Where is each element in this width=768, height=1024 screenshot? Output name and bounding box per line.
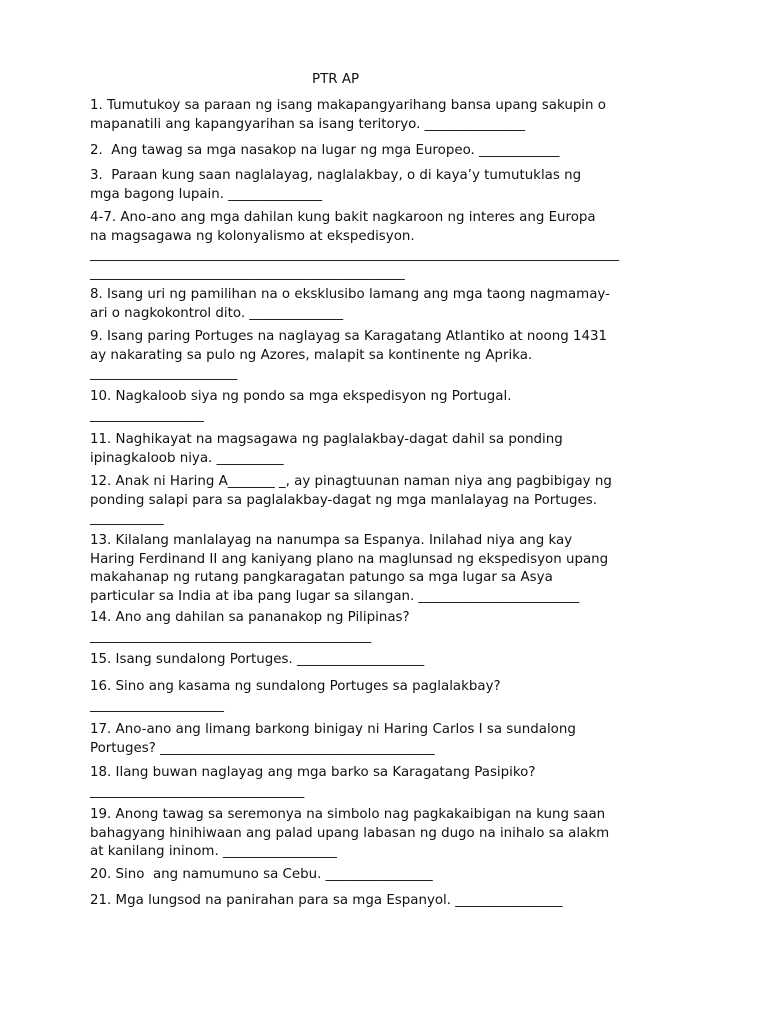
- question-18: 18. Ilang buwan naglayag ang mga barko sa Karagatang Pasipiko? ________________________________: [90, 765, 536, 799]
- question-14: 14. Ano ang dahilan sa pananakop ng Pilipinas? __________________________________________: [90, 610, 410, 644]
- question-16: 16. Sino ang kasama ng sundalong Portuges sa paglalakbay? ____________________: [90, 679, 501, 713]
- question-19: 19. Anong tawag sa seremonya na simbolo nag pagkakaibigan na kung saan bahagyang hinihiwaan ang palad upang labasan ng dugo na inihalo sa alakm at kanilang ininom. _________________: [90, 807, 610, 859]
- page-title: PTR AP: [312, 72, 360, 87]
- question-12: 12. Anak ni Haring A_______ _, ay pinagtuunan naman niya ang pagbibigay ng ponding salapi para sa paglalakbay-dagat ng mga manlalayag na Portuges. ___________: [90, 474, 612, 526]
- question-21: 21. Mga lungsod na panirahan para sa mga Espanyol. ________________: [90, 893, 563, 908]
- question-20: 20. Sino ang namumuno sa Cebu. ________________: [90, 867, 433, 882]
- question-10: 10. Nagkaloob siya ng pondo sa mga ekspedisyon ng Portugal. _________________: [90, 389, 512, 423]
- question-4-7: 4-7. Ano-ano ang mga dahilan kung bakit nagkaroon ng interes ang Europa na magsagawa ng kolonyalismo at ekspedisyon. _______________________________________________________________________________ _______________________________________________: [90, 210, 619, 281]
- question-11: 11. Naghikayat na magsagawa ng paglalakbay-dagat dahil sa ponding ipinagkaloob niya. __________: [90, 432, 563, 466]
- question-13: 13. Kilalang manlalayag na nanumpa sa Espanya. Inilahad niya ang kay Haring Ferdinand II ang kaniyang plano na maglunsad ng ekspedisyon upang makahanap ng rutang pangkaragatan patungo sa mga lugar sa Asya particular sa India at iba pang lugar sa silangan. ________________________: [90, 533, 609, 604]
- question-9: 9. Isang paring Portuges na naglayag sa Karagatang Atlantiko at noong 1431 ay nakarating sa pulo ng Azores, malapit sa kontinente ng Aprika. ______________________: [90, 329, 608, 381]
- question-1: 1. Tumutukoy sa paraan ng isang makapangyarihang bansa upang sakupin o mapanatili ang kapangyarihan sa isang teritoryo. _______________: [90, 98, 606, 132]
- question-8: 8. Isang uri ng pamilihan na o eksklusibo lamang ang mga taong nagmamay- ari o nagkokontrol dito. ______________: [90, 287, 610, 321]
- question-15: 15. Isang sundalong Portuges. ___________________: [90, 652, 425, 667]
- question-3: 3. Paraan kung saan naglalayag, naglalakbay, o di kaya’y tumutuklas ng mga bagong lupain. ______________: [90, 168, 582, 202]
- question-17: 17. Ano-ano ang limang barkong binigay ni Haring Carlos I sa sundalong Portuges? _________________________________________: [90, 722, 576, 756]
- question-2: 2. Ang tawag sa mga nasakop na lugar ng mga Europeo. ____________: [90, 143, 560, 158]
